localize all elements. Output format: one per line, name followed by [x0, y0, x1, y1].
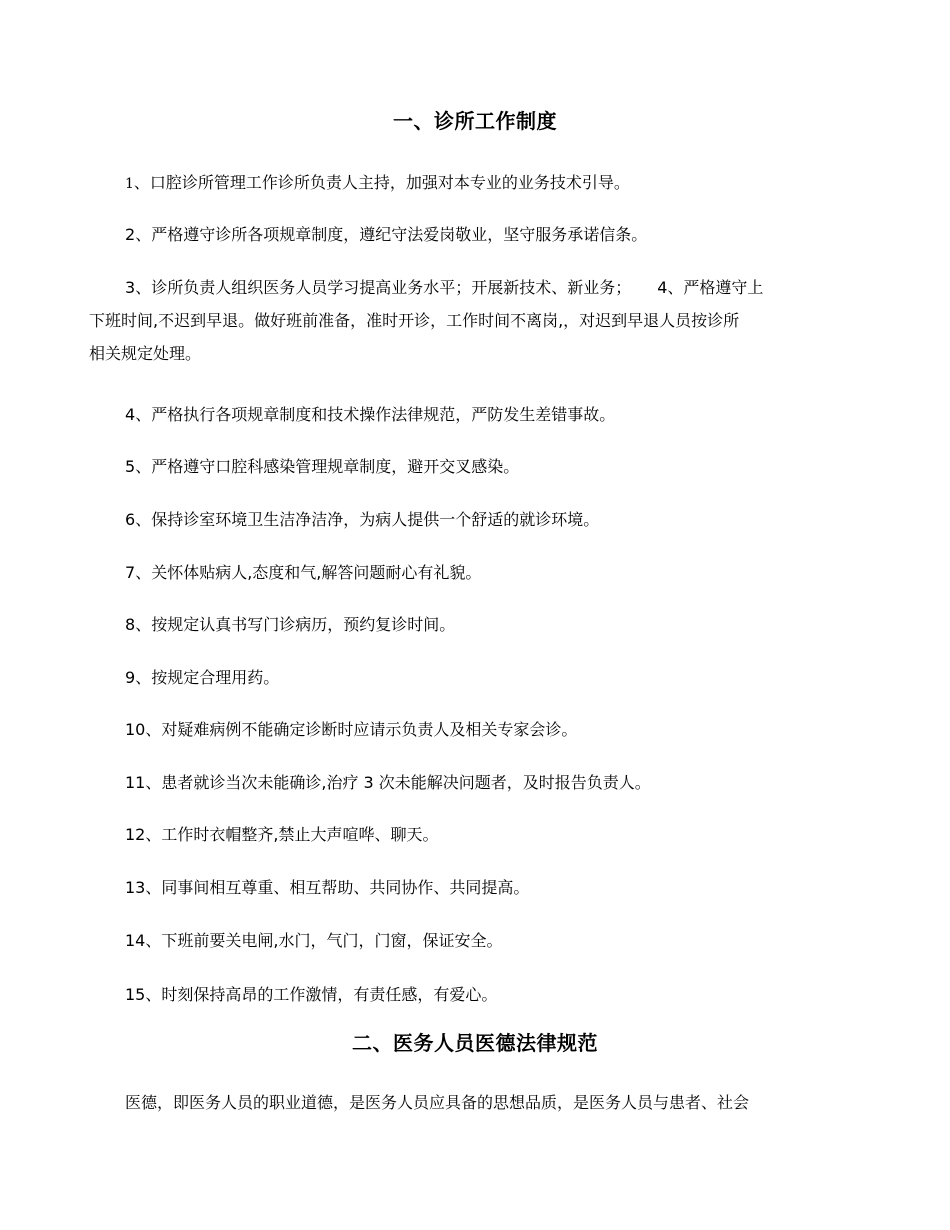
item-text: 、下班前要关电闸,水门，气门，门窗，保证安全。	[145, 931, 503, 950]
list-item	[89, 611, 861, 639]
section1-title: 一、诊所工作制度	[393, 109, 557, 133]
list-item	[89, 769, 861, 797]
list-item	[89, 453, 861, 481]
list-item	[89, 981, 861, 1009]
item-text: 、工作时衣帽整齐,禁止大声喧哗、聊天。	[145, 825, 439, 844]
item-number: 12	[125, 825, 146, 844]
item-text: 、对疑难病例不能确定诊断时应请示负责人及相关专家会诊。	[145, 720, 578, 739]
item-text: 、口腔诊所管理工作诊所负责人主持，加强对本专业的业务技术引导。	[133, 173, 630, 192]
item-text: 、同事间相互尊重、相互帮助、共同协作、共同提高。	[145, 878, 530, 897]
list-item	[89, 874, 861, 902]
item-number: 9	[125, 668, 136, 687]
item-text: 、严格遵守上	[667, 278, 764, 297]
list-item	[89, 506, 861, 534]
item-number: 15	[125, 985, 146, 1004]
section2-title: 二、医务人员医德法律规范	[352, 1031, 598, 1055]
item-number: 4	[657, 278, 668, 297]
list-item-multiline	[89, 274, 861, 368]
item-text: 、诊所负责人组织医务人员学习提高业务水平；开展新技术、新业务；	[135, 278, 632, 297]
list-item	[89, 664, 861, 692]
item-number: 10	[125, 720, 146, 739]
list-item	[89, 559, 861, 587]
item-number: 6	[125, 510, 136, 529]
item-text-line3: 相关规定处理。	[89, 344, 202, 363]
item-text: 、按规定认真书写门诊病历，预约复诊时间。	[135, 615, 456, 634]
item-text: 、严格遵守口腔科感染管理规章制度，避开交叉感染。	[135, 457, 520, 476]
item-number: 14	[125, 931, 146, 950]
list-item	[89, 221, 861, 249]
list-item	[89, 927, 861, 955]
item-number: 13	[125, 878, 146, 897]
item-number: 11	[125, 773, 146, 792]
item-number: 4	[125, 405, 136, 424]
item-text: 、时刻保持高昂的工作激情，有责任感，有爱心。	[145, 985, 498, 1004]
item-number: 5	[125, 457, 136, 476]
list-item	[89, 169, 861, 198]
item-text: 、保持诊室环境卫生洁净洁净，为病人提供一个舒适的就诊环境。	[135, 510, 600, 529]
item-number: 8	[125, 615, 136, 634]
item-number: 7	[125, 563, 136, 582]
item-text: 、关怀体贴病人,态度和气,解答问题耐心有礼貌。	[135, 563, 482, 582]
list-item	[89, 821, 861, 849]
item-text: 、按规定合理用药。	[135, 668, 280, 687]
list-item	[89, 401, 861, 429]
item-text: 、严格执行各项规章制度和技术操作法律规范，严防发生差错事故。	[135, 405, 616, 424]
item-number: 3	[125, 278, 136, 297]
item-number: 2	[125, 225, 136, 244]
list-item	[89, 716, 861, 744]
item-text: 、严格遵守诊所各项规章制度，遵纪守法爱岗敬业，坚守服务承诺信条。	[135, 225, 648, 244]
item-text: 、患者就诊当次未能确诊,治疗 3 次未能解决问题者，及时报告负责人。	[145, 773, 651, 792]
item-number: 1	[125, 176, 134, 192]
section2-intro	[89, 1089, 861, 1117]
intro-text: 医德，即医务人员的职业道德，是医务人员应具备的思想品质，是医务人员与患者、社会	[125, 1093, 750, 1112]
item-text-line2: 下班时间,不迟到早退。做好班前准备，准时开诊，工作时间不离岗,，对迟到早退人员按诊所	[89, 311, 740, 330]
